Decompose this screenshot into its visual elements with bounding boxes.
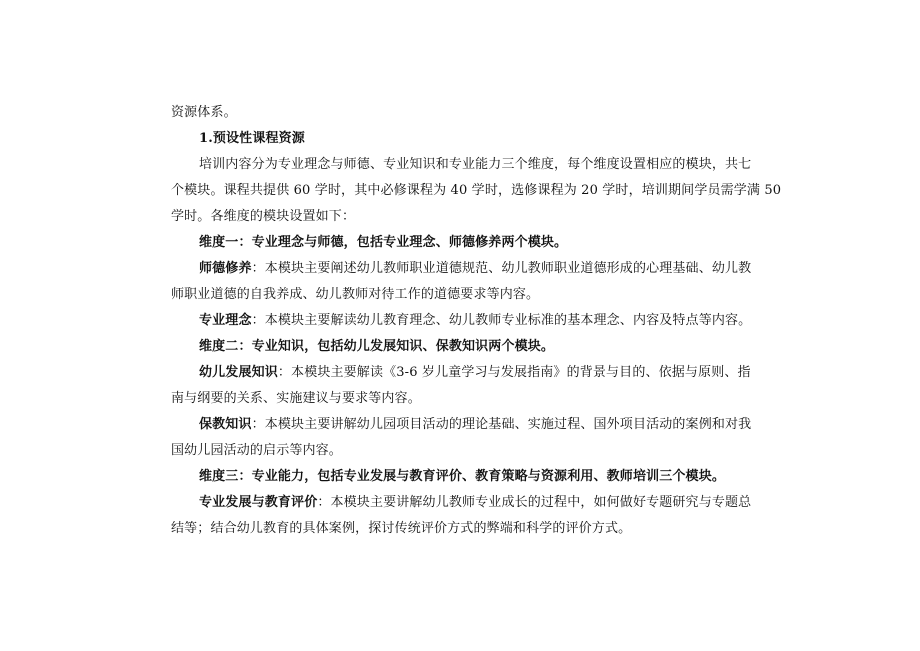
dimension-heading: 维度三：专业能力，包括专业发展与教育评价、教育策略与资源利用、教师培训三个模块。 — [199, 469, 726, 484]
module-label: 专业理念 — [199, 313, 252, 328]
module-label: 幼儿发展知识 — [199, 365, 278, 380]
module-label: 师德修养 — [199, 261, 252, 276]
paragraph-line: 南与纲要的关系、实施建议与要求等内容。 — [171, 391, 421, 406]
paragraph-line: 资源体系。 — [171, 105, 237, 120]
module-label: 保教知识 — [199, 417, 252, 432]
paragraph-line: 结等；结合幼儿教育的具体案例，探讨传统评价方式的弊端和科学的评价方式。 — [171, 521, 632, 536]
module-text: ：本模块主要阐述幼儿教师职业道德规范、幼儿教师职业道德形成的心理基础、幼儿教 — [251, 261, 752, 276]
module-text: ：本模块主要解读《3-6 岁儿童学习与发展指南》的背景与目的、依据与原则、指 — [277, 365, 751, 380]
module-text: ：本模块主要讲解幼儿教师专业成长的过程中，如何做好专题研究与专题总 — [317, 495, 752, 510]
dimension-heading: 维度二：专业知识，包括幼儿发展知识、保教知识两个模块。 — [199, 339, 555, 354]
paragraph-line: 国幼儿园活动的启示等内容。 — [171, 443, 342, 458]
paragraph-line — [199, 313, 751, 329]
dimension-heading: 维度一：专业理念与师德，包括专业理念、师德修养两个模块。 — [199, 235, 568, 250]
paragraph-line: 学时。各维度的模块设置如下： — [171, 209, 356, 224]
section-heading: 1.预设性课程资源 — [199, 131, 305, 146]
paragraph-line — [199, 417, 751, 433]
module-label: 专业发展与教育评价 — [199, 495, 318, 510]
module-text: ：本模块主要解读幼儿教育理念、幼儿教师专业标准的基本理念、内容及特点等内容。 — [251, 313, 752, 328]
paragraph-line: 培训内容分为专业理念与师德、专业知识和专业能力三个维度，每个维度设置相应的模块，共七 — [199, 157, 752, 172]
paragraph-line — [199, 365, 751, 381]
paragraph-line — [199, 495, 751, 511]
paragraph-line: 师职业道德的自我养成、幼儿教师对待工作的道德要求等内容。 — [171, 287, 540, 302]
paragraph-line — [199, 261, 751, 277]
paragraph-line: 个模块。课程共提供 60 学时，其中必修课程为 40 学时，选修课程为 20 学时，培训期间学员需学满 50 — [171, 183, 782, 198]
module-text: ：本模块主要讲解幼儿园项目活动的理论基础、实施过程、国外项目活动的案例和对我 — [251, 417, 752, 432]
